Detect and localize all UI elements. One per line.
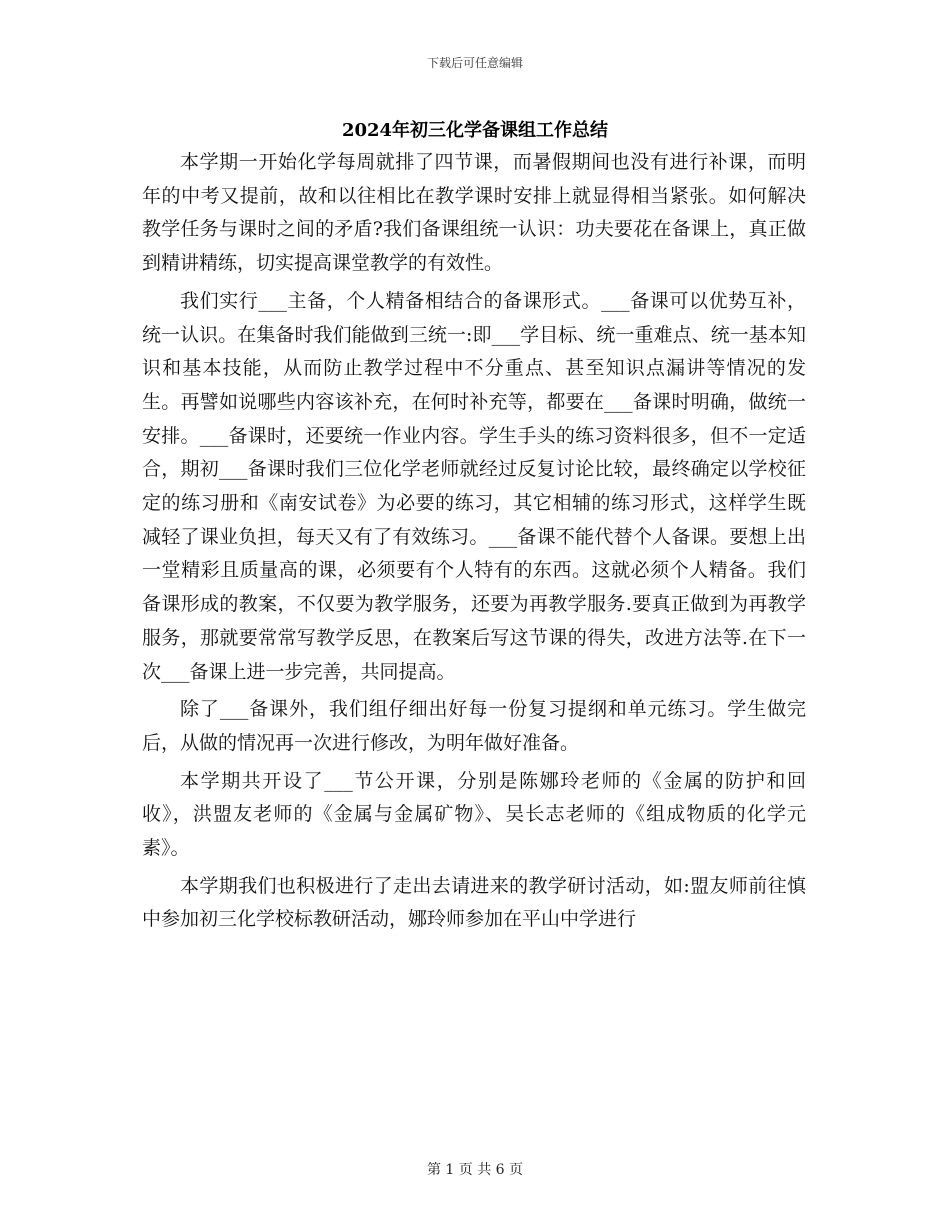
page-number-footer: 第 1 页 共 6 页 — [426, 1162, 524, 1178]
paragraph-2: 我们实行___主备，个人精备相结合的备课形式。___备课可以优势互补，统一认识。在集备时我们能做到三统一:即___学目标、统一重难点、统一基本知识和基本技能，从而防止教学过程中不分重点、甚至知识点漏讲等情况的发生。再譬如说哪些内容该补充，在何时补充等，都要在___备课时明确，做统一安排。___备课时，还要统一作业内容。学生手头的练习资料很多，但不一定适合，期初___备课时我们三位化学老师就经过反复讨论比较，最终确定以学校征定的练习册和《南安试卷》为必要的练习，其它相辅的练习形式，这样学生既减轻了课业负担，每天又有了有效练习。___备课不能代替个人备课。要想上出一堂精彩且质量高的课，必须要有个人特有的东西。这就必须个人精备。我们备课形成的教案，不仅要为教学服务，还要为再教学服务.要真正做到为再教学服务，那就要常常写教学反思，在教案后写这节课的得失，改进方法等.在下一次___备课上进一步完善，共同提高。 — [142, 289, 806, 683]
paragraph-1: 本学期一开始化学每周就排了四节课，而暑假期间也没有进行补课，而明年的中考又提前，故和以往相比在教学课时安排上就显得相当紧张。如何解决教学任务与课时之间的矛盾?我们备课组统一认识：功夫要花在备课上，真正做到精讲精练，切实提高课堂教学的有效性。 — [142, 151, 806, 275]
paragraph-5: 本学期我们也积极进行了走出去请进来的教学研讨活动，如:盟友师前往慎中参加初三化学校标教研活动，娜玲师参加在平山中学进行 — [142, 874, 806, 931]
paragraph-3: 除了___备课外，我们组仔细出好每一份复习提纲和单元练习。学生做完后，从做的情况再一次进行修改，为明年做好准备。 — [142, 698, 806, 754]
document-title: 2024年初三化学备课组工作总结 — [341, 120, 609, 141]
page-header-note: 下载后可任意编辑 — [426, 56, 523, 70]
document-body — [142, 146, 806, 937]
paragraph-4: 本学期共开设了___节公开课，分别是陈娜玲老师的《金属的防护和回收》，洪盟友老师的《金属与金属矿物》、吴长志老师的《组成物质的化学元素》。 — [142, 769, 806, 860]
